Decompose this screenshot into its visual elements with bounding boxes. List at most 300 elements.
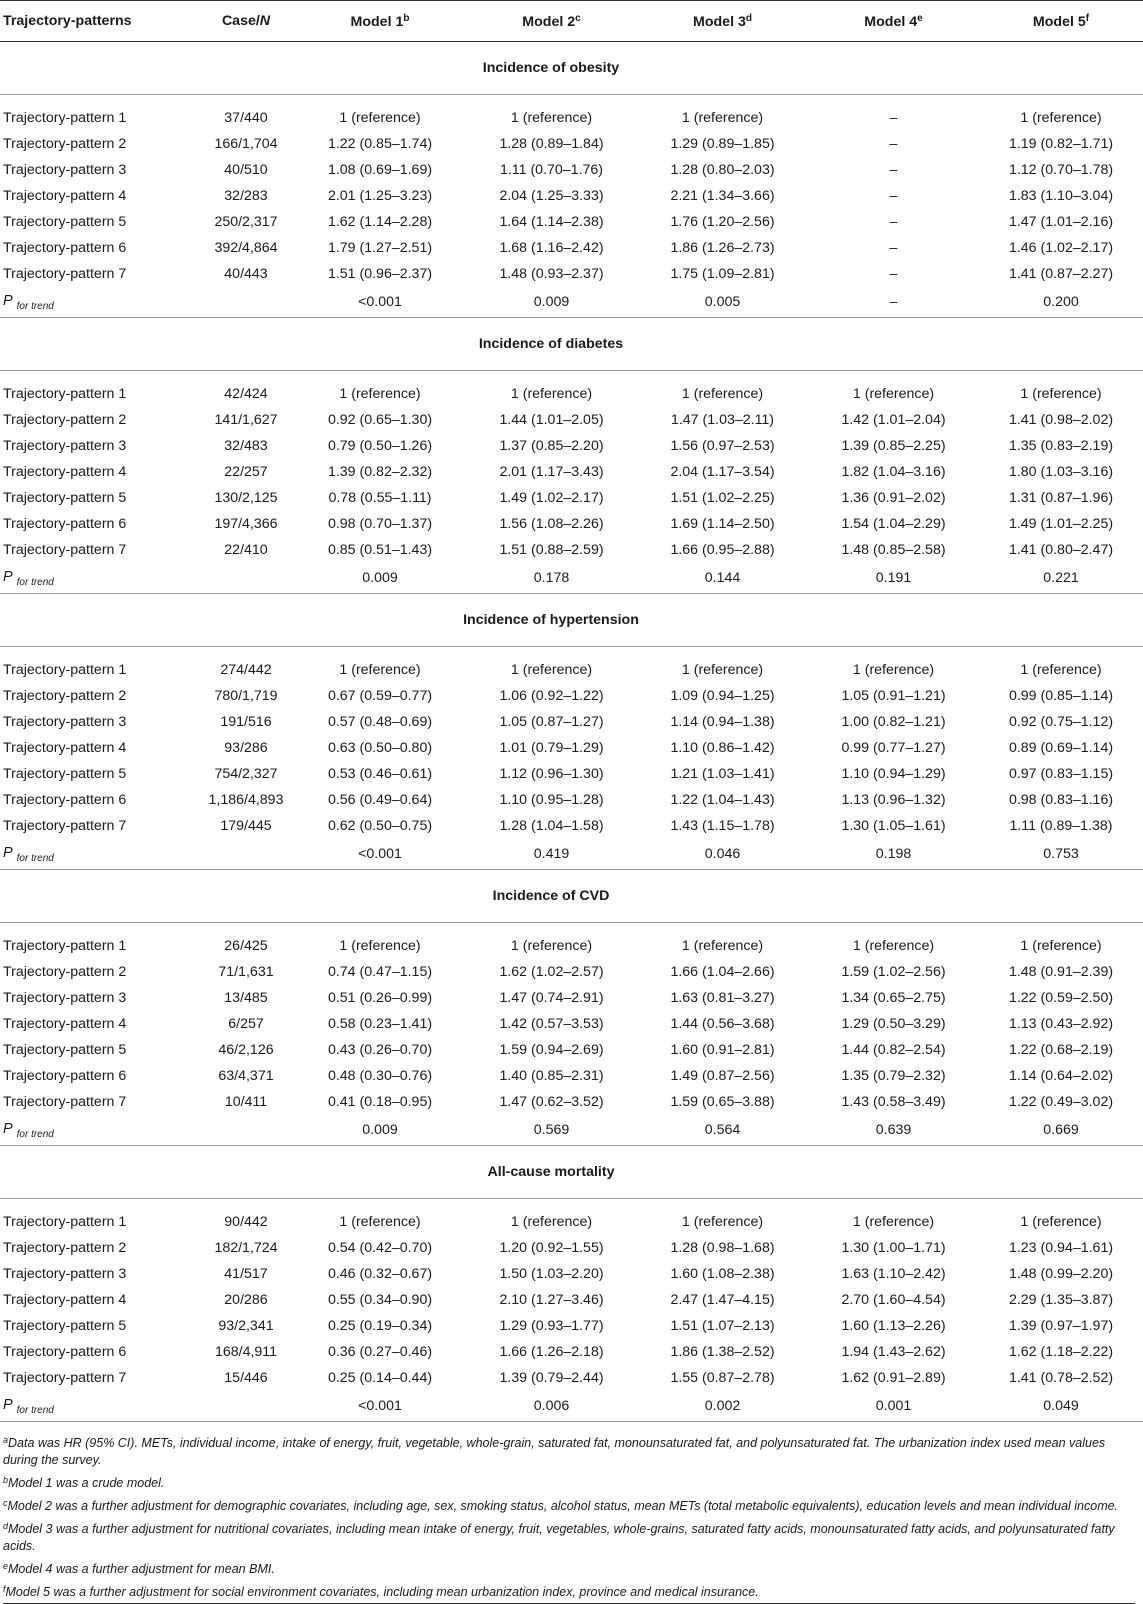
hr-cell-model-5: 1 (reference) (1020, 110, 1102, 126)
header-model-label: Model 2 (522, 13, 576, 30)
spacer-cell (0, 1199, 1143, 1210)
header-trajectory-patterns: Trajectory-patterns (0, 1, 198, 42)
p-trend-value-model-1: <0.001 (294, 287, 466, 318)
hr-cell-model-5: 1 (reference) (1020, 1214, 1102, 1230)
header-model-label: Model 3 (693, 13, 746, 30)
hr-cell-model-1: 0.79 (0.50–1.26) (327, 438, 433, 454)
p-trend-value-model-4: 0.001 (808, 1391, 979, 1422)
p-trend-empty (198, 839, 294, 870)
hr-cell-model-1: 0.25 (0.19–0.34) (327, 1318, 433, 1334)
hr-cell-model-5: 1.47 (1.01–2.16) (1008, 214, 1114, 230)
hr-cell-model-4: 1.30 (1.00–1.71) (841, 1240, 946, 1256)
p-trend-value-model-5: 0.753 (979, 839, 1143, 870)
hr-cell-model-5: 1.62 (1.18–2.22) (1008, 1344, 1114, 1360)
hr-cell-model-1: 1.62 (1.14–2.28) (327, 214, 433, 230)
table-row (0, 1089, 1143, 1115)
p-trend-empty (198, 287, 294, 318)
p-trend-value-model-3: 0.144 (637, 563, 808, 594)
hr-cell-model-3: 1.56 (0.97–2.53) (670, 438, 775, 454)
case-n-cell: 26/425 (224, 938, 268, 954)
table-row (0, 761, 1143, 787)
hr-cell-model-2: 1.12 (0.96–1.30) (499, 766, 604, 782)
hr-cell-model-1: 0.98 (0.70–1.37) (327, 516, 433, 532)
hr-cell-model-4: 1.59 (1.02–2.56) (841, 964, 946, 980)
row-label: Trajectory-pattern 6 (3, 1344, 127, 1360)
hr-cell-model-2: 1.51 (0.88–2.59) (499, 542, 604, 558)
row-label: Trajectory-pattern 6 (3, 1068, 127, 1084)
hr-cell-model-3: 1.21 (1.03–1.41) (670, 766, 775, 782)
footnote-text: Model 5 was a further adjustment for social environment covariates, including mean urbanization index, province and medical insurance. (5, 1585, 759, 1599)
hr-cell-model-5: 1.83 (1.10–3.04) (1008, 188, 1114, 204)
header-n-label: N (259, 13, 271, 29)
footnote-text: Model 4 was a further adjustment for mean BMI. (8, 1562, 275, 1576)
hr-cell-model-2: 1.05 (0.87–1.27) (499, 714, 604, 730)
hr-cell-model-5: 1.41 (0.78–2.52) (1008, 1370, 1114, 1386)
row-label: Trajectory-pattern 2 (3, 964, 127, 980)
case-n-cell: 22/410 (224, 542, 268, 558)
footnote-text: Model 3 was a further adjustment for nutritional covariates, including mean intake of energy, fruit, vegetables, whole-grains, saturated fatty acids, monounsaturated fatty acids, and polyunsaturated fatty acids. (3, 1522, 1115, 1553)
hr-cell-model-5: 1.31 (0.87–1.96) (1008, 490, 1114, 506)
footnote-marker: a (3, 1435, 9, 1445)
hr-cell-model-3: 1.28 (0.98–1.68) (670, 1240, 775, 1256)
table-row (0, 433, 1143, 459)
hr-cell-model-4: 1.10 (0.94–1.29) (841, 766, 946, 782)
hr-cell-model-4: 1.48 (0.85–2.58) (841, 542, 946, 558)
hr-cell-model-1: 1.51 (0.96–2.37) (327, 266, 433, 282)
row-label: Trajectory-pattern 4 (3, 1016, 127, 1032)
p-symbol: P (3, 292, 13, 309)
hr-cell-model-1: 1.79 (1.27–2.51) (327, 240, 433, 256)
hr-cell-model-5: 1.48 (0.91–2.39) (1008, 964, 1114, 980)
hr-cell-model-5: 1 (reference) (1020, 938, 1102, 954)
section-title-spacer (0, 594, 294, 647)
case-n-cell: 780/1,719 (214, 688, 278, 704)
hr-cell-model-1: 0.57 (0.48–0.69) (327, 714, 433, 730)
section-title: Incidence of diabetes (294, 318, 808, 371)
case-n-cell: 10/411 (224, 1094, 268, 1110)
header-model-2 (466, 1, 637, 42)
hr-cell-model-2: 1 (reference) (510, 662, 593, 678)
hr-cell-model-5: 1.19 (0.82–1.71) (1008, 136, 1114, 152)
hr-cell-model-5: 1 (reference) (1020, 662, 1102, 678)
p-trend-value-model-5: 0.200 (979, 287, 1143, 318)
table-row (0, 485, 1143, 511)
case-n-cell: 1,186/4,893 (208, 792, 284, 808)
hr-cell-model-5: 1.41 (0.87–2.27) (1008, 266, 1114, 282)
hr-cell-model-4: 1.54 (1.04–2.29) (841, 516, 946, 532)
hr-cell-model-2: 1 (reference) (510, 1214, 593, 1230)
header-model-5 (979, 1, 1143, 42)
hr-cell-model-3: 1.60 (1.08–2.38) (670, 1266, 775, 1282)
row-label: Trajectory-pattern 7 (3, 542, 127, 558)
p-trend-label (0, 287, 198, 318)
hr-cell-model-4: – (889, 188, 898, 204)
row-label: Trajectory-pattern 2 (3, 136, 127, 152)
section-title: Incidence of obesity (294, 42, 808, 95)
spacer-cell (0, 371, 1143, 382)
section-title-spacer (808, 870, 1143, 923)
header-model-1 (294, 1, 466, 42)
header-model-4 (808, 1, 979, 42)
p-trend-value-model-2: 0.178 (466, 563, 637, 594)
hr-cell-model-4: 2.70 (1.60–4.54) (841, 1292, 946, 1308)
hr-cell-model-2: 1 (reference) (510, 386, 593, 402)
hr-cell-model-3: 1 (reference) (681, 110, 764, 126)
hr-cell-model-5: 1.11 (0.89–1.38) (1009, 818, 1113, 834)
hr-cell-model-4: 1.30 (1.05–1.61) (841, 818, 946, 834)
hr-cell-model-3: 2.04 (1.17–3.54) (670, 464, 775, 480)
case-n-cell: 90/442 (224, 1214, 268, 1230)
hr-cell-model-5: 0.97 (0.83–1.15) (1008, 766, 1114, 782)
hr-cell-model-3: 1 (reference) (681, 938, 764, 954)
hr-cell-model-2: 1.47 (0.74–2.91) (499, 990, 604, 1006)
footnote-marker: c (3, 1498, 8, 1508)
hr-cell-model-2: 1 (reference) (510, 938, 593, 954)
case-n-cell: 182/1,724 (214, 1240, 278, 1256)
section-title-spacer (808, 1146, 1143, 1199)
table-body (0, 42, 1143, 1422)
row-label: Trajectory-pattern 6 (3, 792, 127, 808)
hr-cell-model-1: 0.46 (0.32–0.67) (327, 1266, 433, 1282)
case-n-cell: 168/4,911 (214, 1344, 278, 1360)
row-label: Trajectory-pattern 5 (3, 766, 127, 782)
hr-cell-model-4: 1.42 (1.01–2.04) (841, 412, 946, 428)
p-trend-value-model-4: 0.191 (808, 563, 979, 594)
section-title-spacer (0, 318, 294, 371)
p-symbol: P (3, 568, 13, 585)
spacer-cell (0, 923, 1143, 934)
spacer-row (0, 1199, 1143, 1210)
case-n-cell: 130/2,125 (214, 490, 278, 506)
header-model-sup: b (403, 12, 410, 24)
p-trend-value-model-5: 0.669 (979, 1115, 1143, 1146)
hr-cell-model-4: – (889, 266, 898, 282)
section-title-spacer (0, 42, 294, 95)
p-trend-label (0, 1391, 198, 1422)
case-n-cell: 71/1,631 (218, 964, 274, 980)
row-label: Trajectory-pattern 6 (3, 516, 127, 532)
footnote-text: Model 1 was a crude model. (8, 1476, 165, 1490)
hr-cell-model-1: 0.25 (0.14–0.44) (327, 1370, 433, 1386)
hr-cell-model-3: 1.14 (0.94–1.38) (670, 714, 775, 730)
hr-cell-model-4: 1.35 (0.79–2.32) (841, 1068, 946, 1084)
table-row (0, 813, 1143, 839)
case-n-cell: 6/257 (228, 1016, 264, 1032)
hr-cell-model-2: 1.28 (0.89–1.84) (499, 136, 604, 152)
p-trend-label (0, 839, 198, 870)
case-n-cell: 20/286 (224, 1292, 268, 1308)
section-title: Incidence of CVD (294, 870, 808, 923)
hr-cell-model-5: 1.48 (0.99–2.20) (1008, 1266, 1114, 1282)
row-label: Trajectory-pattern 7 (3, 1094, 127, 1110)
row-label: Trajectory-pattern 1 (3, 662, 127, 678)
hr-cell-model-2: 1.06 (0.92–1.22) (499, 688, 604, 704)
hr-cell-model-5: 1.22 (0.59–2.50) (1008, 990, 1114, 1006)
hr-cell-model-5: 1.46 (1.02–2.17) (1008, 240, 1114, 256)
row-label: Trajectory-pattern 3 (3, 1266, 127, 1282)
hr-cell-model-5: 1.23 (0.94–1.61) (1008, 1240, 1114, 1256)
row-label: Trajectory-pattern 4 (3, 1292, 127, 1308)
case-n-cell: 46/2,126 (218, 1042, 274, 1058)
p-trend-subscript: for trend (16, 852, 54, 864)
header-model-label: Model 1 (350, 13, 404, 30)
table-row (0, 1339, 1143, 1365)
p-trend-subscript: for trend (16, 1404, 54, 1416)
p-trend-empty (198, 1115, 294, 1146)
hr-cell-model-4: 1.43 (0.58–3.49) (841, 1094, 946, 1110)
footnote-text: Model 2 was a further adjustment for demographic covariates, including age, sex, smoking status, alcohol status, mean METs (total metabolic equivalents), education levels and mean individual income. (7, 1499, 1119, 1513)
hr-cell-model-5: 1.49 (1.01–2.25) (1008, 516, 1114, 532)
hr-cell-model-5: 1.35 (0.83–2.19) (1008, 438, 1114, 454)
header-model-label: Model 5 (1032, 13, 1086, 30)
case-n-cell: 250/2,317 (214, 214, 278, 230)
p-trend-value-model-1: 0.009 (294, 563, 466, 594)
hr-cell-model-5: 1.12 (0.70–1.78) (1008, 162, 1114, 178)
hr-cell-model-3: 1.69 (1.14–2.50) (670, 516, 775, 532)
p-trend-value-model-5: 0.221 (979, 563, 1143, 594)
hr-cell-model-4: 1.82 (1.04–3.16) (841, 464, 946, 480)
hr-cell-model-4: 1.62 (0.91–2.89) (841, 1370, 946, 1386)
p-trend-value-model-3: 0.002 (637, 1391, 808, 1422)
table-row (0, 261, 1143, 287)
hr-cell-model-4: 1.60 (1.13–2.26) (841, 1318, 946, 1334)
p-trend-value-model-3: 0.564 (637, 1115, 808, 1146)
p-trend-row (0, 563, 1143, 594)
hr-cell-model-5: 1.22 (0.49–3.02) (1008, 1094, 1114, 1110)
row-label: Trajectory-pattern 1 (3, 386, 127, 402)
p-trend-value-model-1: <0.001 (294, 839, 466, 870)
hr-cell-model-3: 1 (reference) (681, 1214, 764, 1230)
hr-cell-model-4: 1.39 (0.85–2.25) (841, 438, 946, 454)
case-n-cell: 15/446 (224, 1370, 268, 1386)
row-label: Trajectory-pattern 5 (3, 1318, 127, 1334)
hr-cell-model-5: 1.80 (1.03–3.16) (1008, 464, 1114, 480)
p-symbol: P (3, 1120, 13, 1137)
table-row (0, 1011, 1143, 1037)
p-trend-value-model-4: 0.198 (808, 839, 979, 870)
p-trend-label (0, 563, 198, 594)
case-n-cell: 191/516 (220, 714, 272, 730)
hr-cell-model-5: 1.14 (0.64–2.02) (1008, 1068, 1114, 1084)
hr-cell-model-5: 1.39 (0.97–1.97) (1008, 1318, 1114, 1334)
header-case-label: Case/ (221, 13, 260, 29)
hr-cell-model-1: 0.36 (0.27–0.46) (327, 1344, 433, 1360)
row-label: Trajectory-pattern 1 (3, 110, 127, 126)
hr-cell-model-1: 2.01 (1.25–3.23) (327, 188, 433, 204)
hr-cell-model-3: 1.66 (1.04–2.66) (670, 964, 775, 980)
hr-cell-model-2: 1.50 (1.03–2.20) (499, 1266, 604, 1282)
hr-cell-model-3: 1.44 (0.56–3.68) (670, 1016, 775, 1032)
hr-cell-model-1: 0.43 (0.26–0.70) (327, 1042, 433, 1058)
p-trend-subscript: for trend (16, 576, 54, 588)
table-row (0, 1063, 1143, 1089)
hr-cell-model-5: 0.98 (0.83–1.16) (1008, 792, 1114, 808)
header-model-sup: d (745, 12, 752, 24)
hr-cell-model-3: 1.47 (1.03–2.11) (670, 412, 775, 428)
hr-cell-model-2: 1.64 (1.14–2.38) (499, 214, 604, 230)
hr-cell-model-1: 0.48 (0.30–0.76) (327, 1068, 433, 1084)
case-n-cell: 22/257 (224, 464, 268, 480)
hr-cell-model-2: 1.40 (0.85–2.31) (499, 1068, 604, 1084)
hr-cell-model-2: 1.01 (0.79–1.29) (499, 740, 604, 756)
row-label: Trajectory-pattern 6 (3, 240, 127, 256)
table-row (0, 1209, 1143, 1235)
hr-cell-model-1: 0.58 (0.23–1.41) (327, 1016, 433, 1032)
table-row (0, 235, 1143, 261)
hr-cell-model-3: 1.22 (1.04–1.43) (670, 792, 775, 808)
p-trend-value-model-2: 0.569 (466, 1115, 637, 1146)
hr-cell-model-2: 1.56 (1.08–2.26) (499, 516, 604, 532)
case-n-cell: 40/443 (224, 266, 268, 282)
p-trend-row (0, 839, 1143, 870)
hr-cell-model-3: 1.29 (0.89–1.85) (670, 136, 775, 152)
table-row (0, 381, 1143, 407)
hr-cell-model-3: 1.49 (0.87–2.56) (670, 1068, 775, 1084)
hr-cell-model-2: 1.11 (0.70–1.76) (499, 162, 604, 178)
row-label: Trajectory-pattern 4 (3, 464, 127, 480)
spacer-cell (0, 647, 1143, 658)
row-label: Trajectory-pattern 2 (3, 1240, 127, 1256)
p-trend-row (0, 1391, 1143, 1422)
spacer-row (0, 647, 1143, 658)
table-row (0, 735, 1143, 761)
case-n-cell: 32/283 (224, 188, 268, 204)
section-title: All-cause mortality (294, 1146, 808, 1199)
hr-cell-model-3: 2.47 (1.47–4.15) (670, 1292, 775, 1308)
table-row (0, 183, 1143, 209)
hr-cell-model-2: 1.49 (1.02–2.17) (499, 490, 604, 506)
footnote (3, 1581, 1135, 1604)
hr-cell-model-4: 1.44 (0.82–2.54) (841, 1042, 946, 1058)
footnote-marker: f (3, 1584, 6, 1594)
footnote (3, 1495, 1135, 1515)
hr-cell-model-1: 1 (reference) (339, 662, 421, 678)
row-label: Trajectory-pattern 3 (3, 162, 127, 178)
section-title-row (0, 594, 1143, 647)
hr-cell-model-3: 1.86 (1.26–2.73) (670, 240, 775, 256)
hr-cell-model-2: 2.04 (1.25–3.33) (499, 188, 604, 204)
table-row (0, 1261, 1143, 1287)
header-model-label: Model 4 (864, 13, 918, 30)
hr-cell-model-5: 1 (reference) (1020, 386, 1102, 402)
p-symbol: P (3, 1396, 13, 1413)
row-label: Trajectory-pattern 7 (3, 266, 127, 282)
row-label: Trajectory-pattern 2 (3, 688, 127, 704)
hr-cell-model-4: 1 (reference) (852, 1214, 935, 1230)
case-n-cell: 32/483 (224, 438, 268, 454)
hr-cell-model-2: 1.28 (1.04–1.58) (499, 818, 604, 834)
section-title-row (0, 42, 1143, 95)
section-title: Incidence of hypertension (294, 594, 808, 647)
case-n-cell: 37/440 (224, 110, 268, 126)
hr-cell-model-2: 1.48 (0.93–2.37) (499, 266, 604, 282)
hr-cell-model-1: 0.53 (0.46–0.61) (327, 766, 433, 782)
row-label: Trajectory-pattern 7 (3, 1370, 127, 1386)
footnote (3, 1518, 1135, 1555)
hr-cell-model-3: 1.10 (0.86–1.42) (670, 740, 775, 756)
hr-cell-model-3: 2.21 (1.34–3.66) (670, 188, 775, 204)
footnote (3, 1432, 1135, 1469)
hr-cell-model-1: 1 (reference) (339, 386, 421, 402)
header-model-3 (637, 1, 808, 42)
hr-cell-model-1: 0.56 (0.49–0.64) (327, 792, 433, 808)
table-row (0, 709, 1143, 735)
p-trend-row (0, 287, 1143, 318)
header-model-sup: f (1085, 12, 1090, 24)
hr-cell-model-2: 1.39 (0.79–2.44) (499, 1370, 604, 1386)
spacer-row (0, 371, 1143, 382)
hr-cell-model-1: 0.67 (0.59–0.77) (327, 688, 433, 704)
footnote (3, 1472, 1135, 1492)
hr-cell-model-1: 0.55 (0.34–0.90) (327, 1292, 433, 1308)
footnote-marker: d (3, 1521, 9, 1531)
hr-cell-model-1: 0.62 (0.50–0.75) (327, 818, 433, 834)
p-trend-value-model-5: 0.049 (979, 1391, 1143, 1422)
hr-cell-model-4: 1.00 (0.82–1.21) (841, 714, 946, 730)
row-label: Trajectory-pattern 5 (3, 214, 127, 230)
table-row (0, 933, 1143, 959)
table-row (0, 1313, 1143, 1339)
hr-cell-model-2: 1.37 (0.85–2.20) (499, 438, 604, 454)
hr-cell-model-2: 1.47 (0.62–3.52) (499, 1094, 604, 1110)
p-symbol: P (3, 844, 13, 861)
hr-cell-model-4: – (889, 136, 898, 152)
hr-cell-model-5: 1.41 (0.80–2.47) (1008, 542, 1114, 558)
hr-cell-model-3: 1.43 (1.15–1.78) (670, 818, 775, 834)
hr-cell-model-5: 0.99 (0.85–1.14) (1008, 688, 1114, 704)
case-n-cell: 141/1,627 (214, 412, 278, 428)
hr-cell-model-1: 0.54 (0.42–0.70) (327, 1240, 433, 1256)
hr-cell-model-3: 1.51 (1.02–2.25) (670, 490, 775, 506)
table-row (0, 1287, 1143, 1313)
hr-cell-model-5: 2.29 (1.35–3.87) (1008, 1292, 1114, 1308)
table-row (0, 105, 1143, 131)
hr-cell-model-4: 1.29 (0.50–3.29) (841, 1016, 946, 1032)
section-title-spacer (808, 594, 1143, 647)
header-model-sup: c (575, 12, 581, 24)
hr-cell-model-1: 0.78 (0.55–1.11) (328, 490, 432, 506)
spacer-cell (0, 95, 1143, 106)
hr-cell-model-1: 1 (reference) (339, 110, 421, 126)
hr-cell-model-4: 1.13 (0.96–1.32) (841, 792, 946, 808)
hr-cell-model-5: 1.41 (0.98–2.02) (1008, 412, 1114, 428)
table-row (0, 683, 1143, 709)
header-case-n (198, 1, 294, 42)
hr-cell-model-3: 1.28 (0.80–2.03) (670, 162, 775, 178)
hr-cell-model-3: 1.63 (0.81–3.27) (670, 990, 775, 1006)
hr-cell-model-3: 1.55 (0.87–2.78) (670, 1370, 775, 1386)
p-trend-value-model-4: – (808, 287, 979, 318)
hr-cell-model-1: 0.51 (0.26–0.99) (327, 990, 433, 1006)
hr-cell-model-5: 0.92 (0.75–1.12) (1008, 714, 1114, 730)
hr-cell-model-3: 1 (reference) (681, 386, 764, 402)
row-label: Trajectory-pattern 5 (3, 490, 127, 506)
hr-cell-model-4: 1.05 (0.91–1.21) (841, 688, 946, 704)
table-header-row (0, 1, 1143, 42)
hr-cell-model-1: 0.63 (0.50–0.80) (327, 740, 433, 756)
hr-cell-model-4: 1.63 (1.10–2.42) (841, 1266, 946, 1282)
table-row (0, 959, 1143, 985)
hr-cell-model-3: 1.51 (1.07–2.13) (670, 1318, 775, 1334)
table-row (0, 459, 1143, 485)
footnote-text: Data was HR (95% CI). METs, individual income, intake of energy, fruit, vegetable, whole-grain, saturated fat, monounsaturated fat, and polyunsaturated fat. The urbanization index used mean values during the survey. (3, 1436, 1106, 1467)
hr-cell-model-1: 1 (reference) (339, 1214, 421, 1230)
hr-cell-model-3: 1.60 (0.91–2.81) (670, 1042, 775, 1058)
case-n-cell: 274/442 (220, 662, 272, 678)
footnote-marker: b (3, 1475, 9, 1485)
table-row (0, 407, 1143, 433)
case-n-cell: 93/2,341 (218, 1318, 274, 1334)
